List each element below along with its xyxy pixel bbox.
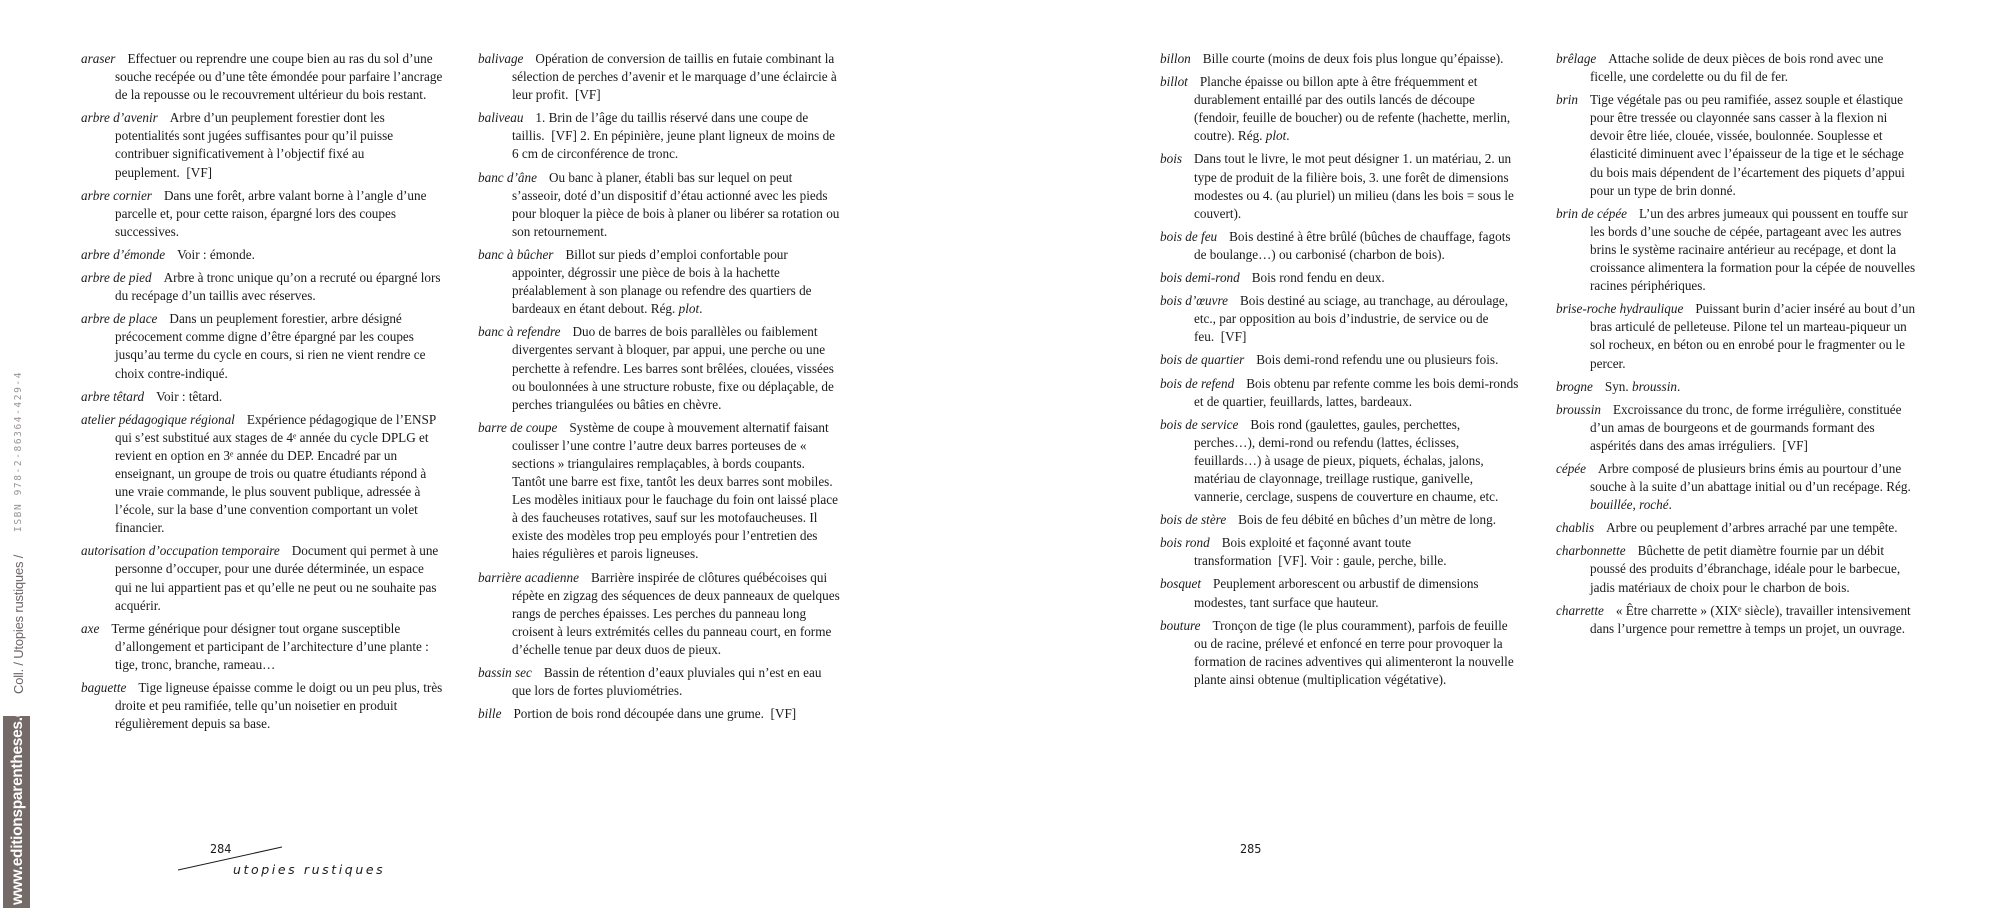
glossary-column-2 <box>478 50 840 728</box>
glossary-term: arbre têtard <box>81 388 145 404</box>
glossary-term: arbre d’avenir <box>81 110 158 126</box>
glossary-term: bois de refend <box>1160 375 1235 391</box>
glossary-entry <box>81 388 443 406</box>
glossary-definition: Bois de feu débité en bûches d’un mètre de long. <box>1238 512 1496 528</box>
glossary-definition: Bois destiné à être brûlé (bûches de chauffage, fagots de boulange…) ou carbonisé (charbon de bois). <box>1194 228 1511 262</box>
glossary-entry <box>1160 269 1522 287</box>
glossary-term: billot <box>1160 74 1188 90</box>
glossary-term: araser <box>81 51 116 66</box>
glossary-entry <box>81 109 443 181</box>
glossary-definition: Duo de barres de bois parallèles ou faiblement divergentes servant à bloquer, par appui, une perche ou une perchette à refendre. Les barres sont brêlées, clouées, vissées ou boulonnées à une structure robuste, fixe ou déplaçable, de perches triangulées ou bâties en chèvre. <box>512 324 834 412</box>
glossary-column-1 <box>81 50 443 738</box>
glossary-definition: Bassin de rétention d’eaux pluviales qui n’est en eau que lors de fortes pluviométries. <box>512 665 822 699</box>
glossary-entry <box>1160 511 1522 529</box>
glossary-entry <box>1556 378 1918 396</box>
glossary-definition: Dans tout le livre, le mot peut désigner 1. un matériau, 2. un type de produit de la filière bois, 3. une forêt de dimensions modestes ou 4. (au pluriel) un milieu (dans les bois = sous le couvert). <box>1193 151 1514 221</box>
glossary-definition: Dans une forêt, arbre valant borne à l’angle d’une parcelle et, pour cette raison, épargné lors des coupes successives. <box>115 187 427 239</box>
glossary-term: bois de quartier <box>1160 352 1245 368</box>
glossary-definition: Arbre à tronc unique qu’on a recruté ou épargné lors du recépage d’un taillis avec réserves. <box>115 270 441 304</box>
glossary-entry <box>478 169 840 241</box>
glossary-definition: L’un des arbres jumeaux qui poussent en touffe sur les bords d’une souche de cépée, partageant avec les autres brins le système racinaire antérieur au recépage, et dont la croissance alimentera la formation pour la cépée de nouvelles racines périphériques. <box>1590 205 1916 294</box>
glossary-definition: Arbre ou peuplement d’arbres arraché par une tempête. <box>1606 520 1898 536</box>
glossary-term: banc à refendre <box>478 324 561 340</box>
glossary-definition: Bois destiné au sciage, au tranchage, au déroulage, etc., par opposition au bois d’industrie, de service ou de feu. [VF] <box>1194 293 1509 345</box>
glossary-term: charbonnette <box>1556 543 1626 559</box>
glossary-entry <box>478 109 840 163</box>
glossary-definition: 1. Brin de l’âge du taillis réservé dans une coupe de taillis. [VF] 2. En pépinière, jeune plant ligneux de moins de 6 cm de circonférence de tronc. <box>512 110 836 162</box>
glossary-definition-end: . <box>1286 128 1290 144</box>
glossary-term: autorisation d’occupation temporaire <box>81 543 280 559</box>
glossary-entry <box>1160 416 1522 506</box>
glossary-entry <box>478 50 840 104</box>
glossary-definition: Bûchette de petit diamètre fournie par un débit poussé des produits d’ébranchage, idéale pour le barbecue, jadis matériaux de choix pour le charbon de bois. <box>1590 543 1901 595</box>
glossary-entry <box>478 246 840 318</box>
glossary-entry <box>81 542 443 614</box>
glossary-term: billon <box>1160 51 1191 66</box>
glossary-definition: Voir : émonde. <box>177 246 255 262</box>
glossary-definition: Voir : têtard. <box>156 388 223 404</box>
glossary-definition: Bois rond (gaulettes, gaules, perchettes, perches…), demi-rond ou refendu (lattes, éclisses, feuillards…) à usage de pieux, piquets, échalas, jalons, matériau de clayonnage, treillage rustique, ganivelle, vannerie, cerclage, suspens de couverture en chaume, etc. <box>1194 416 1499 505</box>
glossary-term: balivage <box>478 51 524 66</box>
page-number-left: 284 <box>210 841 232 856</box>
glossary-term: bille <box>478 706 502 722</box>
glossary-definition: Excroissance du tronc, de forme irrégulière, constituée d’un amas de bourgeons et de gourmands formant des aspérités dans des amas irréguliers. [VF] <box>1590 401 1902 453</box>
glossary-definition: Tige végétale pas ou peu ramifiée, assez souple et élastique pour être tressée ou clayonnée sans casser à la flexion ni devoir être liée, clouée, vissée, boulonnée. Souplesse et élasticité diminuent avec l’épaisseur de la tige et le séchage du bois mais dépendent de l’écartement des piquets d’appui pour un type de brin donné. <box>1589 92 1905 198</box>
glossary-entry <box>1160 617 1522 689</box>
glossary-term: cépée <box>1556 460 1587 476</box>
collection-label: Coll. / Utopies rustiques / <box>11 554 26 694</box>
glossary-definition: Bois obtenu par refente comme les bois demi-ronds et de quartier, feuillards, lattes, bardeaux. <box>1194 375 1519 409</box>
glossary-entry <box>81 620 443 674</box>
glossary-entry <box>81 411 443 538</box>
glossary-definition: « Être charrette » (XIXᵉ siècle), travailler intensivement dans l’urgence pour remettre à temps un projet, un ouvrage. <box>1590 602 1911 636</box>
glossary-term: broussin <box>1556 401 1601 417</box>
glossary-term: bosquet <box>1160 576 1202 592</box>
glossary-entry <box>81 310 443 382</box>
glossary-definition: Billot sur pieds d’emploi confortable pour appointer, dégrossir une pièce de bois à la hachette préalablement à son planage ou refendre des quartiers de bardeaux en étant debout. Rég. <box>512 246 812 317</box>
glossary-entry <box>1160 375 1522 411</box>
glossary-entry <box>478 569 840 659</box>
page-number-right: 285 <box>1240 841 1262 856</box>
glossary-regional-term: plot <box>678 301 700 317</box>
isbn-label: ISBN 978-2-86364-429-4 <box>13 370 24 532</box>
running-title: utopies rustiques <box>233 862 386 877</box>
glossary-definition: Terme générique pour désigner tout organe susceptible d’allongement et participant de l’architecture d’une plante : tige, tronc, branche, rameau… <box>111 620 429 672</box>
glossary-entry <box>1556 50 1918 86</box>
glossary-entry <box>81 269 443 305</box>
glossary-entry <box>1160 50 1522 68</box>
glossary-term: arbre de place <box>81 311 158 327</box>
glossary-definition: Dans un peuplement forestier, arbre désigné précocement comme digne d’être épargné par les coupes jusqu’au terme du cycle en cours, si rien ne vient rendre ce choix contre-indiqué. <box>115 311 426 381</box>
glossary-term: atelier pédagogique régional <box>81 411 235 427</box>
glossary-term: bois de stère <box>1160 512 1227 528</box>
glossary-definition-end: . <box>1668 497 1672 513</box>
glossary-entry <box>1160 534 1522 570</box>
glossary-definition: Effectuer ou reprendre une coupe bien au ras du sol d’une souche recépée ou d’une tête émondée pour parfaire l’ancrage de la repousse ou le recouvrement ultérieur du bois restant. <box>115 51 443 103</box>
glossary-definition: Bois exploité et façonné avant toute transformation [VF]. Voir : gaule, perche, bille. <box>1194 535 1447 569</box>
glossary-term: banc d’âne <box>478 169 537 185</box>
glossary-entry <box>1160 73 1522 145</box>
glossary-definition: Syn. <box>1604 378 1632 394</box>
glossary-term: brin <box>1556 92 1578 108</box>
glossary-regional-term: plot <box>1265 128 1287 144</box>
glossary-definition: Puissant burin d’acier inséré au bout d’un bras articulé de pelleteuse. Pilone tel un marteau-piqueur un sol rocheux, en béton ou en enrobé pour le fragmenter ou le percer. <box>1590 301 1916 371</box>
glossary-entry <box>81 679 443 733</box>
glossary-term: bois de service <box>1160 416 1239 432</box>
glossary-term: brogne <box>1556 378 1593 394</box>
glossary-definition: Attache solide de deux pièces de bois rond avec une ficelle, une cordelette ou du fil de fer. <box>1590 51 1884 85</box>
glossary-term: bois <box>1160 151 1182 167</box>
glossary-term: bois rond <box>1160 535 1210 551</box>
glossary-term: arbre d’émonde <box>81 246 166 262</box>
glossary-entry <box>1160 228 1522 264</box>
glossary-entry <box>1556 205 1918 295</box>
glossary-entry <box>1160 292 1522 346</box>
glossary-definition: Tronçon de tige (le plus couramment), parfois de feuille ou de racine, prélevé et enfoncé en terre pour provoquer la formation de racines adventives qui alimenteront la nouvelle plante ainsi obtenue (multiplication végétative). <box>1194 617 1514 687</box>
glossary-entry <box>1556 519 1918 537</box>
glossary-term: barre de coupe <box>478 419 558 435</box>
glossary-entry <box>81 246 443 264</box>
glossary-regional-term: bouillée, roché <box>1590 497 1669 513</box>
glossary-definition: Portion de bois rond découpée dans une grume. [VF] <box>513 706 797 722</box>
glossary-entry <box>1556 91 1918 200</box>
glossary-term: brin de cépée <box>1556 205 1628 221</box>
glossary-column-4 <box>1556 50 1918 643</box>
glossary-entry <box>1160 575 1522 611</box>
glossary-definition: Opération de conversion de taillis en futaie combinant la sélection de perches d’avenir et le marquage d’une éclaircie à leur profit. [VF] <box>512 51 837 103</box>
glossary-definition: Bois demi-rond refendu une ou plusieurs fois. <box>1256 352 1499 368</box>
glossary-entry <box>81 50 443 104</box>
glossary-term: brise-roche hydraulique <box>1556 301 1684 317</box>
glossary-definition: Barrière inspirée de clôtures québécoises qui répète en zigzag des séquences de deux panneaux de quelques rangs de perches épaisses. Les perches du panneau long croisent à leurs extrémités celles du panneau court, en forme d’échelle tenue par deux duos de pieux. <box>512 569 840 657</box>
glossary-term: brêlage <box>1556 51 1597 66</box>
glossary-definition: Document qui permet à une personne d’occuper, pour une durée déterminée, un espace qui ne lui appartient pas et qu’elle ne peut ou ne souhaite pas acquérir. <box>115 543 439 613</box>
glossary-entry <box>81 187 443 241</box>
glossary-definition: Planche épaisse ou billon apte à être fréquemment et durablement entaillé par des outils lancés de découpe (fendoir, feuille de boucher) ou de refente (hachette, merlin, coutre). Rég. <box>1194 74 1511 144</box>
glossary-definition: Arbre composé de plusieurs brins émis au pourtour d’une souche à la suite d’un abattage initial ou d’un recépage. Rég. <box>1590 460 1911 495</box>
glossary-term: bois d’œuvre <box>1160 293 1229 309</box>
glossary-definition: Tige ligneuse épaisse comme le doigt ou un peu plus, très droite et peu ramifiée, telle qu’un noisetier en produit régulièrement depuis sa base. <box>115 680 443 732</box>
glossary-regional-term: broussin <box>1632 378 1677 394</box>
glossary-term: chablis <box>1556 520 1595 536</box>
glossary-term: arbre de pied <box>81 270 152 286</box>
glossary-entry <box>1556 602 1918 638</box>
glossary-entry <box>1556 460 1918 514</box>
glossary-term: axe <box>81 620 100 636</box>
glossary-entry <box>1160 351 1522 369</box>
glossary-definition: Expérience pédagogique de l’ENSP qui s’est substitué aux stages de 4ᵉ année du cycle DPLG et revient en option en 3ᵉ année du DEP. Encadré par un enseignant, un groupe de trois ou quatre étudiants répond à une vraie commande, le plus souvent publique, adressée à l’école, sur la base d’une convention comportant un volet financier. <box>115 411 436 536</box>
glossary-term: charrette <box>1556 602 1604 618</box>
glossary-term: barrière acadienne <box>478 569 579 585</box>
glossary-entry <box>1556 401 1918 455</box>
glossary-term: bois de feu <box>1160 228 1218 244</box>
glossary-entry <box>478 705 840 723</box>
glossary-entry <box>478 323 840 413</box>
glossary-definition: Ou banc à planer, établi bas sur lequel on peut s’asseoir, doté d’un dispositif d’étau actionné avec les pieds pour bloquer la pièce de bois à planer ou libérer sa rotation ou son retournement. <box>512 169 840 239</box>
glossary-entry <box>478 664 840 700</box>
glossary-definition: Arbre d’un peuplement forestier dont les potentialités sont jugées suffisantes pour qu’il puisse contribuer significativement à l’objectif fixé au peuplement. [VF] <box>115 110 394 180</box>
glossary-term: arbre cornier <box>81 187 152 203</box>
glossary-term: baguette <box>81 680 127 695</box>
glossary-entry <box>1556 542 1918 596</box>
publisher-url: www.editionsparentheses.com <box>9 686 26 905</box>
glossary-definition: Bille courte (moins de deux fois plus longue qu’épaisse). <box>1202 51 1504 66</box>
glossary-entry <box>478 419 840 564</box>
glossary-term: baliveau <box>478 110 524 126</box>
glossary-column-3 <box>1160 50 1522 694</box>
glossary-term: bois demi-rond <box>1160 270 1240 286</box>
glossary-definition-end: . <box>1676 378 1681 394</box>
glossary-definition: Système de coupe à mouvement alternatif faisant coulisser l’une contre l’autre deux barres porteuses de « sections » triangulaires remplaçables, à bords coupants. Tantôt une barre est fixe, tantôt les deux barres sont mobiles. Les modèles initiaux pour le fauchage du foin ont laissé place à des faucheuses rotatives, sauf sur les motofaucheuses. Il existe des modèles trop peu employés pour l’entretien des haies régulières et parois ligneuses. <box>512 419 838 562</box>
glossary-entry <box>1160 150 1522 222</box>
glossary-term: bassin sec <box>478 665 532 680</box>
glossary-definition: Peuplement arborescent ou arbustif de dimensions modestes, tant surface que hauteur. <box>1194 576 1479 610</box>
glossary-definition: Bois rond fendu en deux. <box>1251 270 1385 286</box>
glossary-term: bouture <box>1160 617 1201 633</box>
glossary-definition-end: . <box>699 301 703 317</box>
glossary-term: banc à bûcher <box>478 246 554 262</box>
glossary-entry <box>1556 300 1918 372</box>
